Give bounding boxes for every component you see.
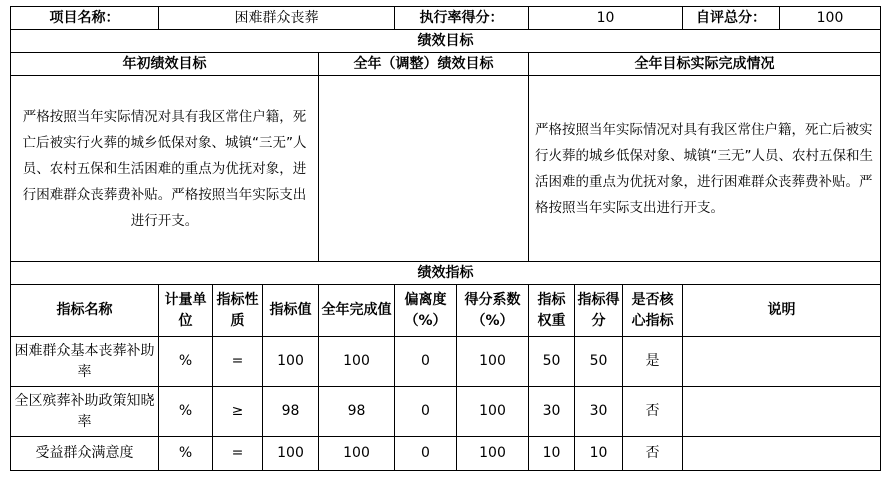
indicator-target-value: 100 (263, 337, 319, 387)
indicators-section-row (11, 262, 881, 285)
indicator-score: 50 (575, 337, 623, 387)
project-name-value: 困难群众丧葬 (159, 7, 395, 30)
header-unit: 计量单位 (159, 285, 213, 337)
indicator-nature: = (213, 437, 263, 471)
goals-col-actual: 全年目标实际完成情况 (529, 53, 881, 76)
header-actual-value: 全年完成值 (319, 285, 395, 337)
indicator-target-value: 100 (263, 437, 319, 471)
goals-section-title: 绩效目标 (11, 30, 881, 53)
indicator-remarks (683, 437, 881, 471)
indicator-core: 是 (623, 337, 683, 387)
header-target-value: 指标值 (263, 285, 319, 337)
indicator-deviation: 0 (395, 437, 457, 471)
table-row (11, 387, 881, 437)
self-eval-cell (683, 7, 881, 30)
goals-section-row (11, 30, 881, 53)
indicator-actual-value: 100 (319, 337, 395, 387)
header-remarks: 说明 (683, 285, 881, 337)
adjusted-goal-text (319, 76, 529, 262)
indicator-name: 全区殡葬补助政策知晓率 (11, 387, 159, 437)
header-nature: 指标性质 (213, 285, 263, 337)
indicator-score-coefficient: 100 (457, 387, 529, 437)
indicator-nature: ≥ (213, 387, 263, 437)
goals-content-row (11, 76, 881, 262)
indicators-header-row (11, 285, 881, 337)
project-info-row (11, 7, 881, 30)
indicator-weight: 10 (529, 437, 575, 471)
performance-evaluation-sheet (10, 6, 873, 468)
indicator-unit: % (159, 337, 213, 387)
indicator-score: 10 (575, 437, 623, 471)
table-row (11, 437, 881, 471)
indicator-core: 否 (623, 387, 683, 437)
initial-goal-text: 严格按照当年实际情况对具有我区常住户籍，死亡后被实行火葬的城乡低保对象、城镇“三无”人员、农村五保和生活困难的重点为优抚对象，进行困难群众丧葬费补贴。严格按照当年实际支出进行开支。 (11, 76, 319, 262)
header-deviation: 偏离度（%） (395, 285, 457, 337)
self-eval-value: 100 (816, 10, 844, 26)
indicator-score-coefficient: 100 (457, 437, 529, 471)
exec-rate-value: 10 (529, 7, 683, 30)
indicator-unit: % (159, 387, 213, 437)
evaluation-table (10, 6, 881, 471)
indicator-target-value: 98 (263, 387, 319, 437)
actual-completion-text: 严格按照当年实际情况对具有我区常住户籍，死亡后被实行火葬的城乡低保对象、城镇“三无”人员、农村五保和生活困难的重点为优抚对象，进行困难群众丧葬费补贴。严格按照当年实际支出进行开支。 (529, 76, 881, 262)
goals-col-adjusted: 全年（调整）绩效目标 (319, 53, 529, 76)
exec-rate-label: 执行率得分： (395, 7, 529, 30)
indicator-name: 受益群众满意度 (11, 437, 159, 471)
header-core-indicator: 是否核心指标 (623, 285, 683, 337)
indicator-unit: % (159, 437, 213, 471)
indicator-deviation: 0 (395, 337, 457, 387)
header-indicator-name: 指标名称 (11, 285, 159, 337)
indicator-core: 否 (623, 437, 683, 471)
indicator-nature: = (213, 337, 263, 387)
indicator-remarks (683, 337, 881, 387)
project-name-label: 项目名称： (11, 7, 159, 30)
indicator-remarks (683, 387, 881, 437)
header-score-coefficient: 得分系数（%） (457, 285, 529, 337)
indicator-weight: 30 (529, 387, 575, 437)
header-score: 指标得分 (575, 285, 623, 337)
goals-col-initial: 年初绩效目标 (11, 53, 319, 76)
indicator-score-coefficient: 100 (457, 337, 529, 387)
indicator-name: 困难群众基本丧葬补助率 (11, 337, 159, 387)
self-eval-label: 自评总分： (683, 7, 780, 29)
indicators-section-title: 绩效指标 (11, 262, 881, 285)
indicator-score: 30 (575, 387, 623, 437)
header-weight: 指标权重 (529, 285, 575, 337)
indicator-weight: 50 (529, 337, 575, 387)
indicator-deviation: 0 (395, 387, 457, 437)
goals-header-row (11, 53, 881, 76)
table-row (11, 337, 881, 387)
indicator-actual-value: 100 (319, 437, 395, 471)
indicator-actual-value: 98 (319, 387, 395, 437)
